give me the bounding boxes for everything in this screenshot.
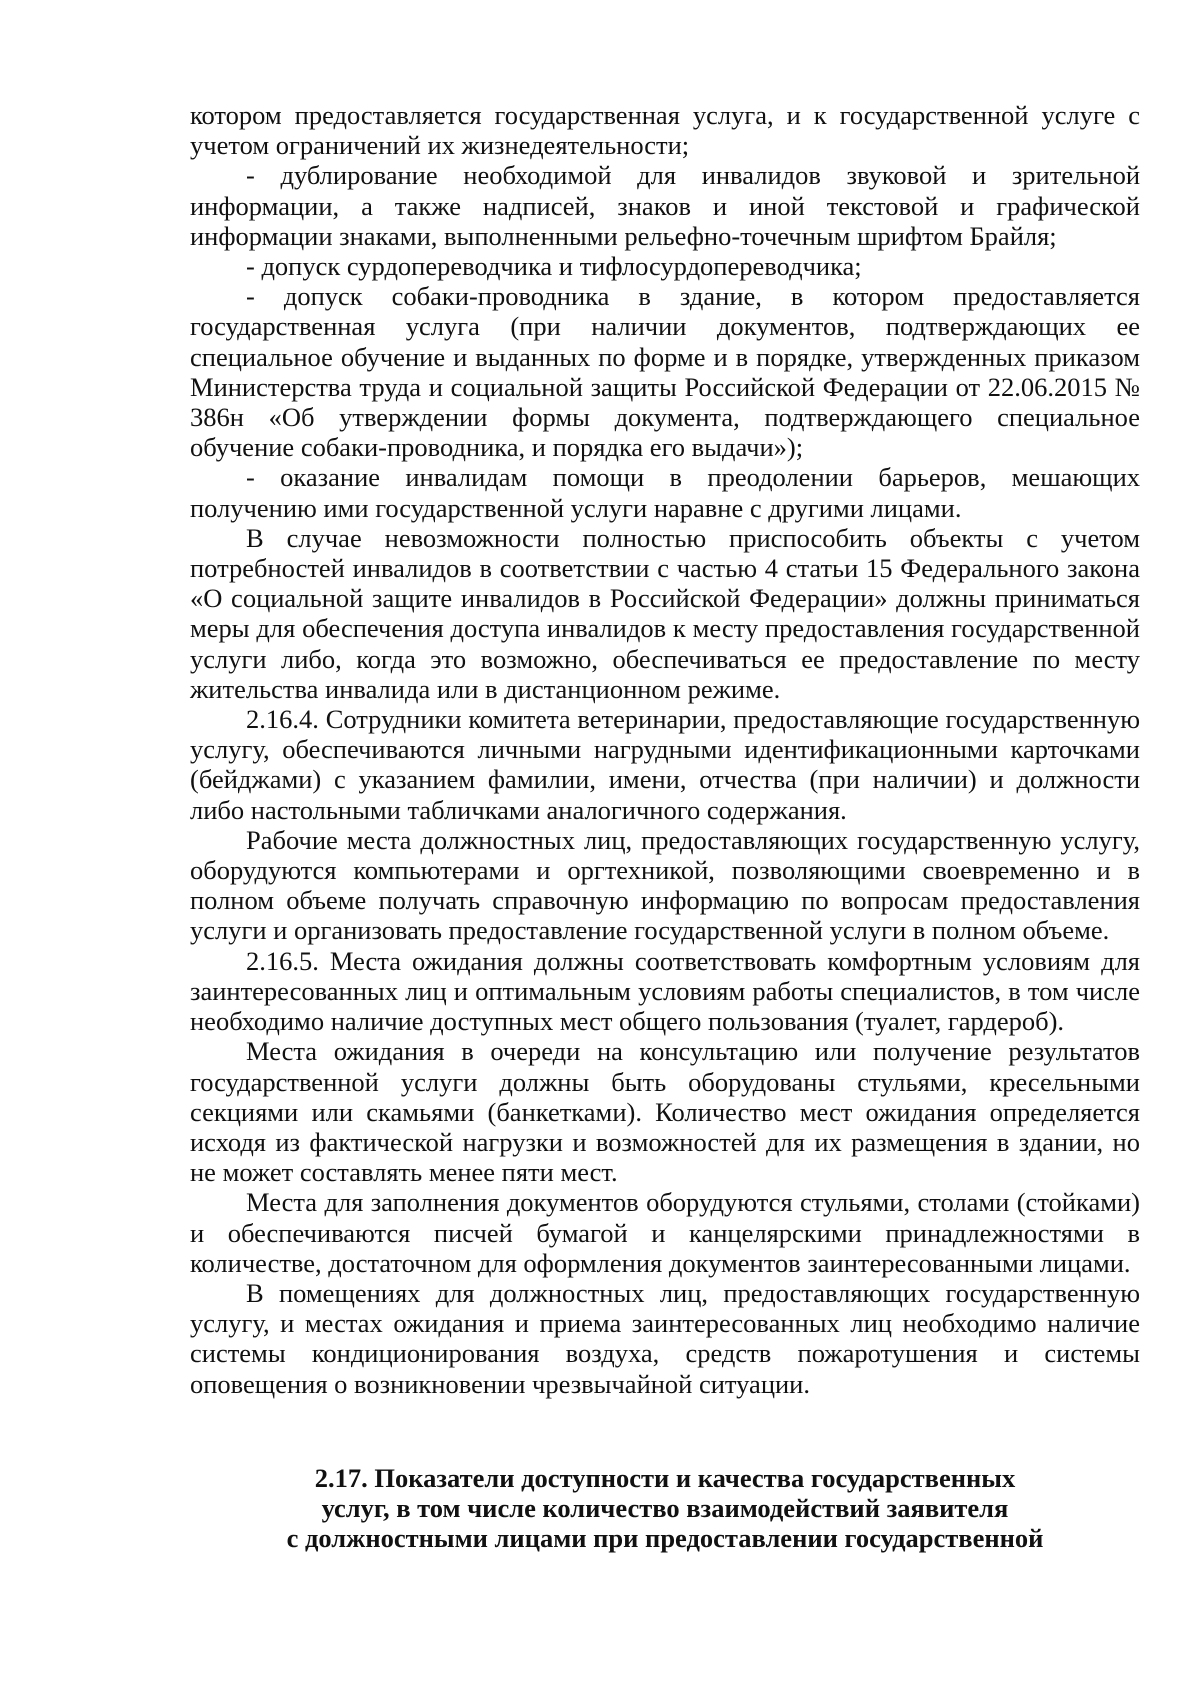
paragraph-accessibility-measures: В случае невозможности полностью приспособить объекты с учетом потребностей инвалидов в соответствии с частью 4 статьи 15 Федерального закона «О социальной защите инвалидов в Российской Федерации» должны приниматься меры для обеспечения доступа инвалидов к месту предоставления государственной услуги либо, когда это возможно, обеспечиваться ее предоставление по месту жительства инвалида или в дистанционном режиме. <box>190 522 1140 704</box>
section-heading-line: 2.17. Показатели доступности и качества государственных <box>314 1463 1016 1493</box>
section-heading-line: с должностными лицами при предоставлении государственной <box>286 1523 1044 1554</box>
paragraph-document-filling: Места для заполнения документов оборудуются стульями, столами (стойками) и обеспечиваются писчей бумагой и канцелярскими принадлежностями в количестве, достаточном для оформления документов заинтересованными лицами. <box>190 1187 1140 1278</box>
section-heading-line: услуг, в том числе количество взаимодействий заявителя <box>321 1493 1009 1524</box>
list-item-sign-interpreter: - допуск сурдопереводчика и тифлосурдопереводчика; <box>246 251 862 282</box>
body-text <box>190 100 1140 1399</box>
list-item-assistance: - оказание инвалидам помощи в преодолении барьеров, мешающих получению ими государственной услуги наравне с другими лицами. <box>190 462 1140 523</box>
section-heading-2-17 <box>190 1463 1140 1554</box>
list-item-guide-dog: - допуск собаки-проводника в здание, в котором предоставляется государственная услуга (при наличии документов, подтверждающих ее специальное обучение и выданных по форме и в порядке, утвержденных приказом Министерства труда и социальной защиты Российской Федерации от 22.06.2015 № 386н «Об утверждении формы документа, подтверждающего специальное обучение собаки-проводника, и порядка его выдачи»); <box>190 281 1140 463</box>
paragraph-continuation: котором предоставляется государственная услуга, и к государственной услуге с учетом ограничений их жизнедеятельности; <box>190 100 1140 161</box>
paragraph-workplaces: Рабочие места должностных лиц, предоставляющих государственную услугу, оборудуются компьютерами и оргтехникой, позволяющими своевременно и в полном объеме получать справочную информацию по вопросам предоставления услуги и организовать предоставление государственной услуги в полном объеме. <box>190 824 1140 946</box>
paragraph-2-16-5: 2.16.5. Места ожидания должны соответствовать комфортным условиям для заинтересованных лиц и оптимальным условиям работы специалистов, в том числе необходимо наличие доступных мест общего пользования (туалет, гардероб). <box>190 945 1140 1037</box>
list-item-braille: - дублирование необходимой для инвалидов звуковой и зрительной информации, а также надписей, знаков и иной текстовой и графической информации знаками, выполненными рельефно-точечным шрифтом Брайля; <box>190 160 1140 251</box>
paragraph-waiting-seats: Места ожидания в очереди на консультацию или получение результатов государственной услуги должны быть оборудованы стульями, кресельными секциями или скамьями (банкетками). Количество мест ожидания определяется исходя из фактической нагрузки и возможностей для их размещения в здании, но не может составлять менее пяти мест. <box>190 1036 1140 1188</box>
paragraph-safety-systems: В помещениях для должностных лиц, предоставляющих государственную услугу, и местах ожидания и приема заинтересованных лиц необходимо наличие системы кондиционирования воздуха, средств пожаротушения и системы оповещения о возникновении чрезвычайной ситуации. <box>190 1277 1140 1399</box>
paragraph-2-16-4: 2.16.4. Сотрудники комитета ветеринарии, предоставляющие государственную услугу, обеспечиваются личными нагрудными идентификационными карточками (бейджами) с указанием фамилии, имени, отчества (при наличии) и должности либо настольными табличками аналогичного содержания. <box>190 704 1140 825</box>
